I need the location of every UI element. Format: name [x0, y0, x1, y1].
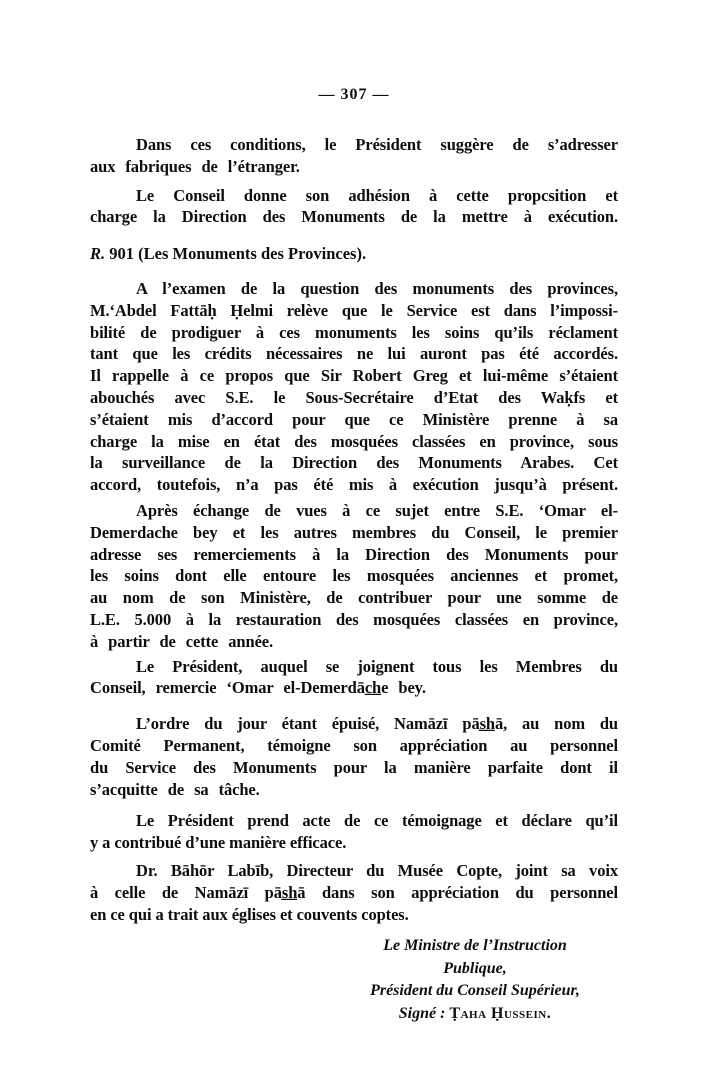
text-line: tant que les crédits nécessaires ne lui auront pas été accordés.: [90, 344, 618, 364]
text-line: du Service des Monuments pour la manière parfaite dont il: [90, 757, 618, 777]
paragraph-conditions: [90, 134, 618, 178]
text-line: Le Président, auquel se joignent tous les Membres du: [136, 656, 618, 676]
section-heading: [90, 243, 618, 265]
text-column: [90, 86, 618, 1025]
paragraph-bahor-labib: [90, 860, 618, 925]
text-line: Dr. Bāhōr Labīb, Directeur du Musée Copte, joint sa voix: [136, 860, 618, 880]
text-line: L.E. 5.000 à la restauration des mosquées classées en province,: [90, 609, 618, 629]
paragraph-ordre-du-jour: [90, 713, 618, 800]
text-line: Le Président prend acte de ce témoignage et déclare qu’il: [136, 811, 618, 831]
text-line: A l’examen de la question des monuments des provinces,: [136, 278, 618, 298]
text-line: Dans ces conditions, le Président suggère de s’adresser: [136, 135, 618, 154]
paragraph-examen-monuments: [90, 278, 618, 496]
text-line: Il rappelle à ce propos que Sir Robert Greg et lui-même s’étaient: [90, 366, 618, 386]
text-line: accord, toutefois, n’a pas été mis à exécution jusqu’à présent.: [90, 475, 618, 495]
text-line: s’acquitte de sa tâche.: [90, 779, 260, 799]
text-line: charge la mise en état des mosquées classées en province, sous: [90, 431, 618, 451]
text-line: s’étaient mis d’accord pour que ce Ministère prenne à sa: [90, 409, 618, 429]
text-line: charge la Direction des Monuments de la mettre à exécution.: [90, 207, 618, 227]
text-line: la surveillance de la Direction des Monuments Arabes. Cet: [90, 453, 618, 473]
paragraph-president-temoignage: [90, 810, 618, 854]
text-line: à celle de Namāzī pās̲h̲ā dans son appréciation du personnel: [90, 882, 618, 902]
section-title: 901 (Les Monuments des Provinces).: [105, 244, 367, 264]
text-line: L’ordre du jour étant épuisé, Namāzī pās̲h̲ā, au nom du: [136, 714, 618, 734]
text-line: les soins dont elle entoure les mosquées anciennes et promet,: [90, 566, 618, 586]
page-number: — 307 —: [318, 86, 390, 103]
paragraph-president-remercie: [90, 656, 618, 700]
text-line: Comité Permanent, témoigne son appréciation au personnel: [90, 735, 618, 755]
text-line: abouchés avec S.E. le Sous-Secrétaire d’Etat des Waḳfs et: [90, 387, 618, 407]
paragraph-conseil-adhesion: [90, 185, 618, 229]
signed-name: Ṭaha Ḥussein.: [449, 1004, 552, 1022]
text-line: M.‘Abdel Fattāḥ Ḥelmi relève que le Service est dans l’impossi-: [90, 300, 618, 320]
paragraph-echange-vues: [90, 500, 618, 653]
text-line: adresse ses remerciements à la Direction des Monuments pour: [90, 544, 618, 564]
text-line: bilité de prodiguer à ces monuments les soins qu’ils réclament: [90, 322, 618, 342]
signed-label: Signé :: [398, 1004, 450, 1022]
signature-line: Le Ministre de l’Instruction: [383, 937, 567, 955]
text-line: aux fabriques de l’étranger.: [90, 156, 300, 176]
signature-line: Président du Conseil Supérieur,: [370, 982, 580, 1000]
signature-block: [320, 935, 630, 1025]
text-line: Demerdache bey et les autres membres du Conseil, le premier: [90, 522, 618, 542]
text-line: Conseil, remercie ‘Omar el-Demerdāc̲h̲e bey.: [90, 678, 426, 698]
text-line: Après échange de vues à ce sujet entre S.E. ‘Omar el-: [136, 500, 618, 520]
text-line: en ce qui a trait aux églises et couvents coptes.: [90, 904, 409, 924]
text-line: y a contribué d’une manière efficace.: [90, 833, 347, 853]
text-line: Le Conseil donne son adhésion à cette propcsition et: [136, 185, 618, 205]
signature-line: Publique,: [443, 959, 507, 977]
signature-line: [320, 1003, 630, 1026]
section-ref: R.: [90, 244, 106, 264]
text-line: à partir de cette année.: [90, 631, 274, 651]
text-line: au nom de son Ministère, de contribuer pour une somme de: [90, 588, 618, 608]
